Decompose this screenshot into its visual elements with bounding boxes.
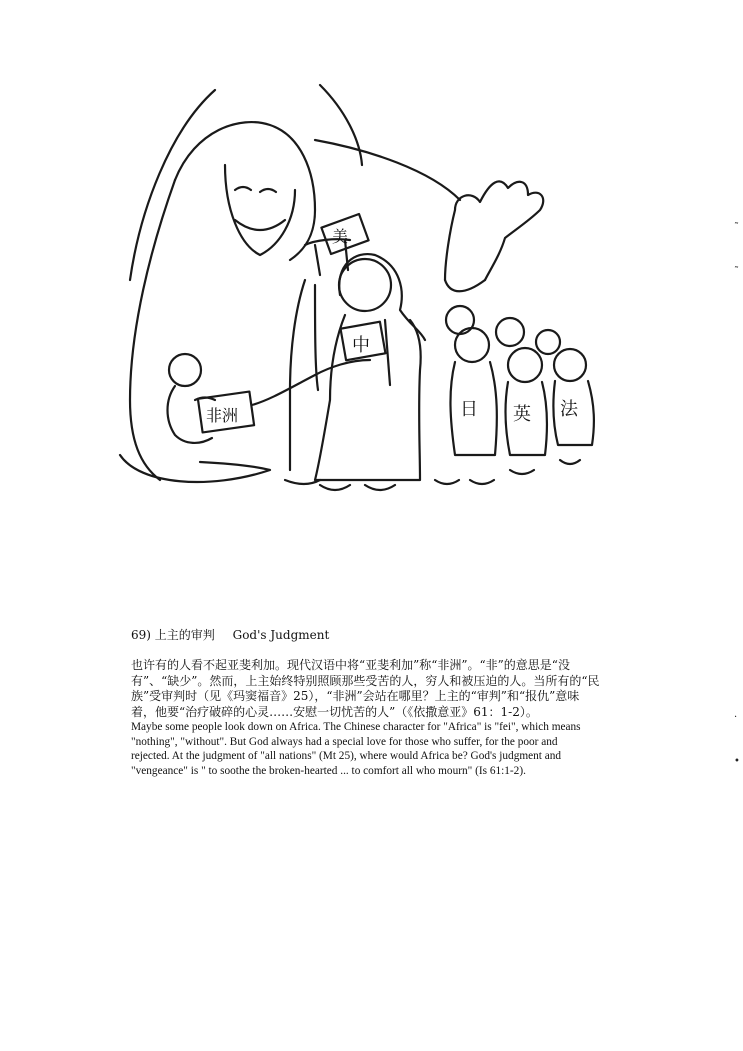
god-eye-right	[260, 189, 276, 192]
china-woman-feet	[320, 485, 395, 490]
god-arm	[445, 280, 485, 291]
god-raised-hand	[445, 181, 543, 280]
god-shoulder-right	[315, 140, 460, 200]
god-face	[225, 165, 295, 255]
chinese-line: 有”、“缺少”。然而，上主始终特别照顾那些受苦的人，穷人和被压迫的人。当所有的“民	[131, 673, 600, 688]
scan-speck: ˜	[734, 266, 739, 277]
god-right-arc	[320, 85, 362, 165]
chinese-line: 着，他要“治疗破碎的心灵……安慰一切忧苦的人”（《依撒意亚》61：1-2）。	[131, 704, 538, 719]
japan-label: 日	[460, 399, 478, 420]
english-line: rejected. At the judgment of "all nations" (Mt 25), where would Africa be? God's judgment and	[131, 750, 562, 762]
crowd-head-2	[496, 318, 524, 346]
japan-child-feet	[435, 480, 494, 484]
scan-speck: ˜	[734, 222, 739, 233]
chinese-line: 族”受审判时（见《玛窦福音》25），“非洲”会站在哪里？上主的“审判”和“报仇”意味	[131, 689, 580, 703]
caption-english-title: God's Judgment	[232, 628, 330, 642]
crowd-head-1	[446, 306, 474, 334]
reaching-arm	[252, 360, 370, 405]
english-line: "nothing", "without". But God always had a special love for those who suffer, for the poor and	[131, 735, 558, 748]
english-paragraph	[131, 720, 651, 778]
france-child-head	[554, 349, 586, 381]
china-flag-label: 中	[352, 335, 370, 356]
africa-sign-label: 非洲	[206, 406, 239, 425]
africa-child-head	[169, 354, 201, 386]
britain-child-head	[508, 348, 542, 382]
chinese-line: 也许有的人看不起亚斐利加。现代汉语中将“亚斐利加”称“非洲”。“非”的意思是“没	[131, 658, 570, 672]
scan-speck: ·	[734, 712, 738, 723]
god-beard	[235, 220, 285, 230]
usa-sign-label: 美	[332, 227, 349, 246]
chinese-paragraph	[131, 658, 651, 720]
caption-number-title: 69) 上主的审判	[131, 628, 215, 642]
crowd-head-3	[536, 330, 560, 354]
france-child-feet	[560, 460, 580, 464]
figure-caption	[131, 626, 329, 643]
scan-speck: •	[734, 756, 740, 767]
judgment-illustration	[100, 70, 660, 530]
english-line: Maybe some people look down on Africa. The Chinese character for "Africa" is "fei", which means	[131, 721, 581, 733]
britain-child-feet	[510, 470, 534, 474]
france-label: 法	[560, 399, 578, 420]
god-eye-left	[235, 187, 251, 190]
english-line: "vengeance" is " to soothe the broken-hearted ... to comfort all who mourn" (Is 61:1-2).	[131, 764, 526, 777]
god-body-left	[130, 180, 175, 480]
britain-label: 英	[513, 404, 531, 425]
